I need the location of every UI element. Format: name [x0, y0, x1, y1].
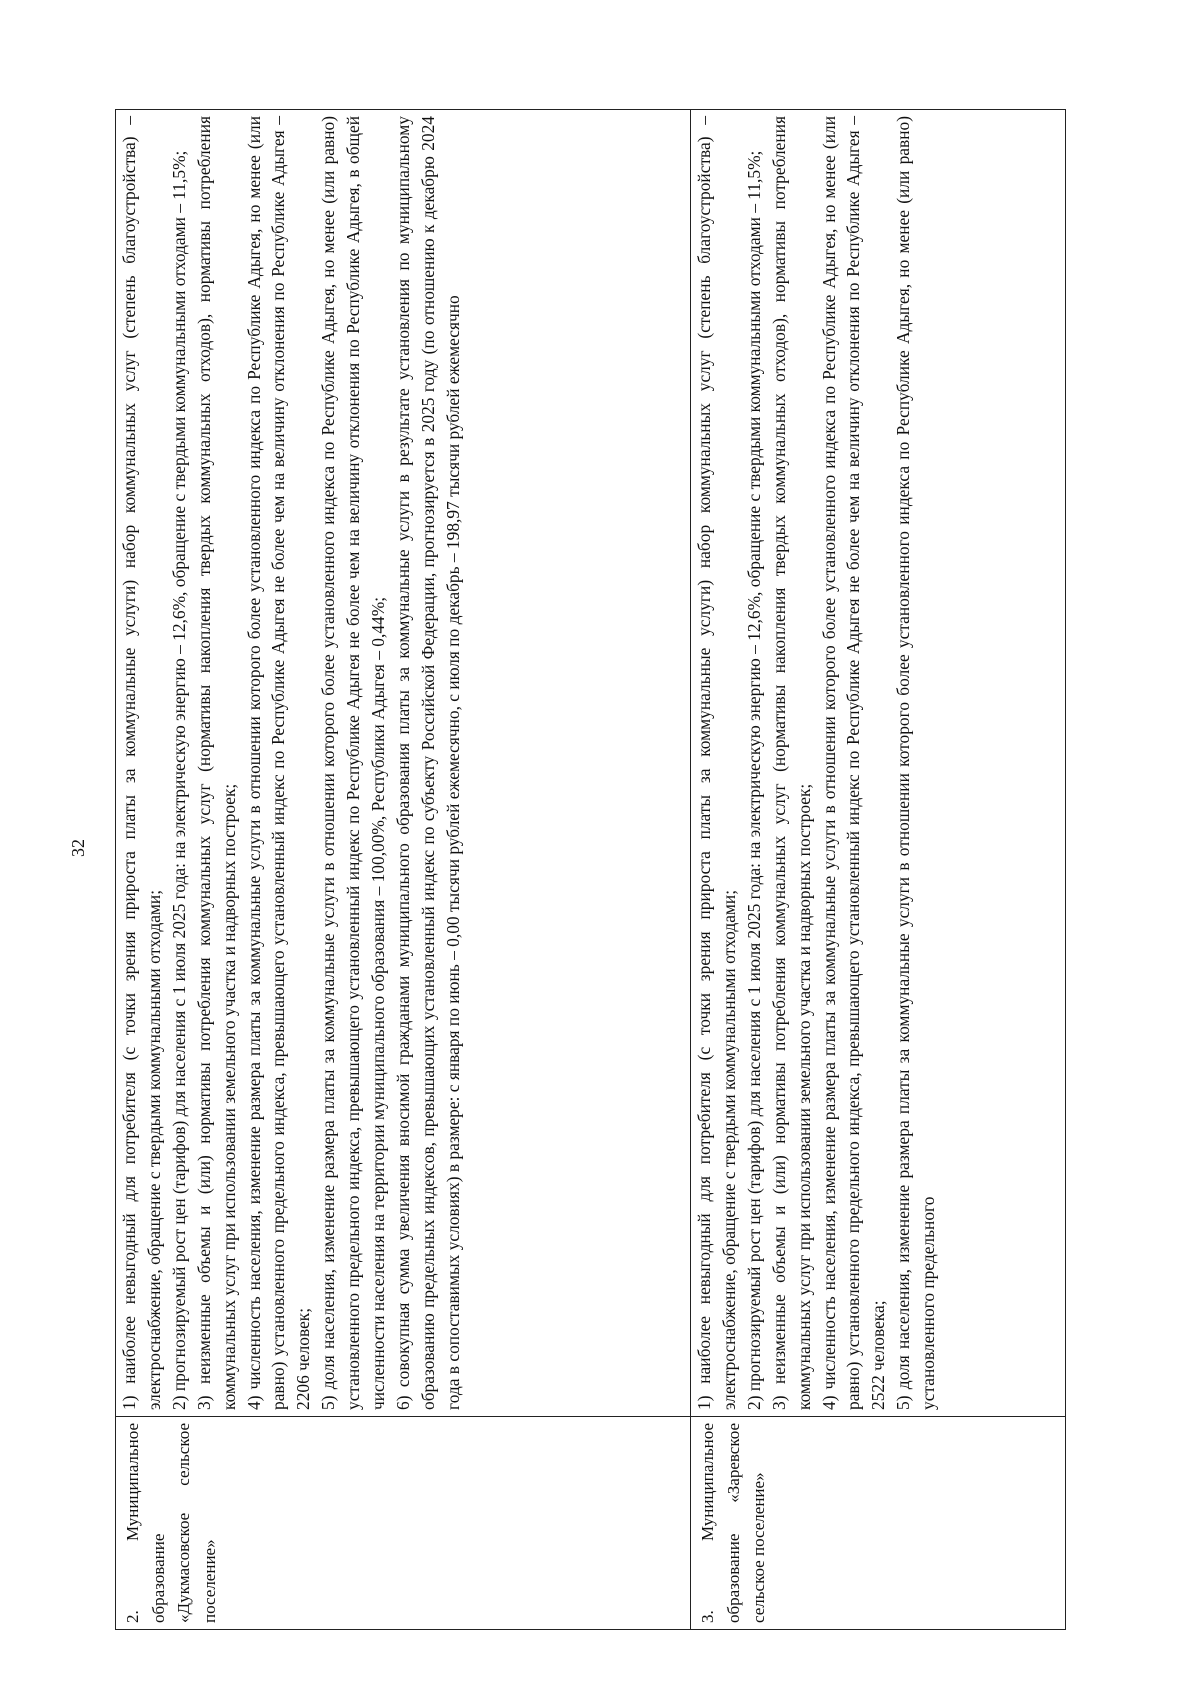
rotated-table-sheet [115, 110, 1070, 1630]
municipality-name: 2. Муниципальное образование «Дукмасовское сельское поселение» [123, 1423, 219, 1623]
list-item: 2) прогнозируемый рост цен (тарифов) для населения с 1 июля 2025 года: на электрическую энергию – 12,6%, обращение с твердыми коммунальными отходами – 11,5%; [168, 150, 189, 1410]
description-text [691, 110, 1064, 1416]
list-item: 1) наиболее невыгодный для потребителя (с точки зрения прироста платы за коммунальные услуги) набор коммунальных услуг (степень благоустройства) – электроснабжение, обращение с твердыми коммунальными отходами; [119, 116, 164, 1410]
municipality-name: 3. Муниципальное образование «Заревское сельское поселение» [698, 1423, 768, 1623]
list-item: 5) доля населения, изменение размера платы за коммунальные услуги в отношении которого более установленного индекса по Республике Адыгея, но менее (или равно) установленного предельного [893, 116, 939, 1410]
description-text [116, 110, 466, 1416]
list-item: 3) неизменные объемы и (или) нормативы потребления коммунальных услуг (нормативы накопления твердых коммунальных отходов), нормативы потребления коммунальных услуг при использовании земельного участка и надворных построек; [768, 116, 814, 1410]
list-item: 5) доля населения, изменение размера платы за коммунальные услуги в отношении которого более установленного индекса по Республике Адыгея, но менее (или равно) установленного предельного индекса, превышающего установленный индекс по Республике Адыгея не более чем на величину отклонения по Республике Адыгея, в общей численности населения на территории муниципального образования – 100,00%, Республики Адыгея – 0,44%; [318, 116, 389, 1410]
page-number: 32 [68, 839, 88, 857]
list-item: 4) численность населения, изменение размера платы за коммунальные услуги в отношении которого более установленного индекса по Республике Адыгея, но менее (или равно) установленного предельного индекса, превышающего установленный индекс по Республике Адыгея не более чем на величину отклонения по Республике Адыгея – 2522 человека; [818, 116, 889, 1410]
list-item: 6) совокупная сумма увеличения вносимой гражданами муниципального образования платы за коммунальные услуги в результате установления по муниципальному образованию предельных индексов, превышающих установленный индекс по субъекту Российской Федерации, прогнозируется в 2025 году (по отношению к декабрю 2024 года в сопоставимых условиях) в размере: с января по июнь – 0,00 тысячи рублей ежемесячно, с июля по декабрь – 198,97 тысячи рублей ежемесячно [392, 116, 463, 1410]
table-row [691, 110, 1066, 1630]
list-item: 4) численность населения, изменение размера платы за коммунальные услуги в отношении которого более установленного индекса по Республике Адыгея, но менее (или равно) установленного предельного индекса, превышающего установленный индекс по Республике Адыгея не более чем на величину отклонения по Республике Адыгея – 2206 человек; [243, 116, 314, 1410]
description-cell [116, 110, 691, 1417]
list-item: 3) неизменные объемы и (или) нормативы потребления коммунальных услуг (нормативы накопления твердых коммунальных отходов), нормативы потребления коммунальных услуг при использовании земельного участка и надворных построек; [193, 116, 239, 1410]
list-item: 2) прогнозируемый рост цен (тарифов) для населения с 1 июля 2025 года: на электрическую энергию – 12,6%, обращение с твердыми коммунальными отходами – 11,5%; [743, 150, 764, 1410]
list-item: 1) наиболее невыгодный для потребителя (с точки зрения прироста платы за коммунальные услуги) набор коммунальных услуг (степень благоустройства) – электроснабжение, обращение с твердыми коммунальными отходами; [694, 116, 739, 1410]
municipality-name-cell [691, 1417, 1066, 1630]
table-row [116, 110, 691, 1630]
municipality-name-cell [116, 1417, 691, 1630]
description-cell [691, 110, 1066, 1417]
municipal-table [115, 109, 1066, 1630]
